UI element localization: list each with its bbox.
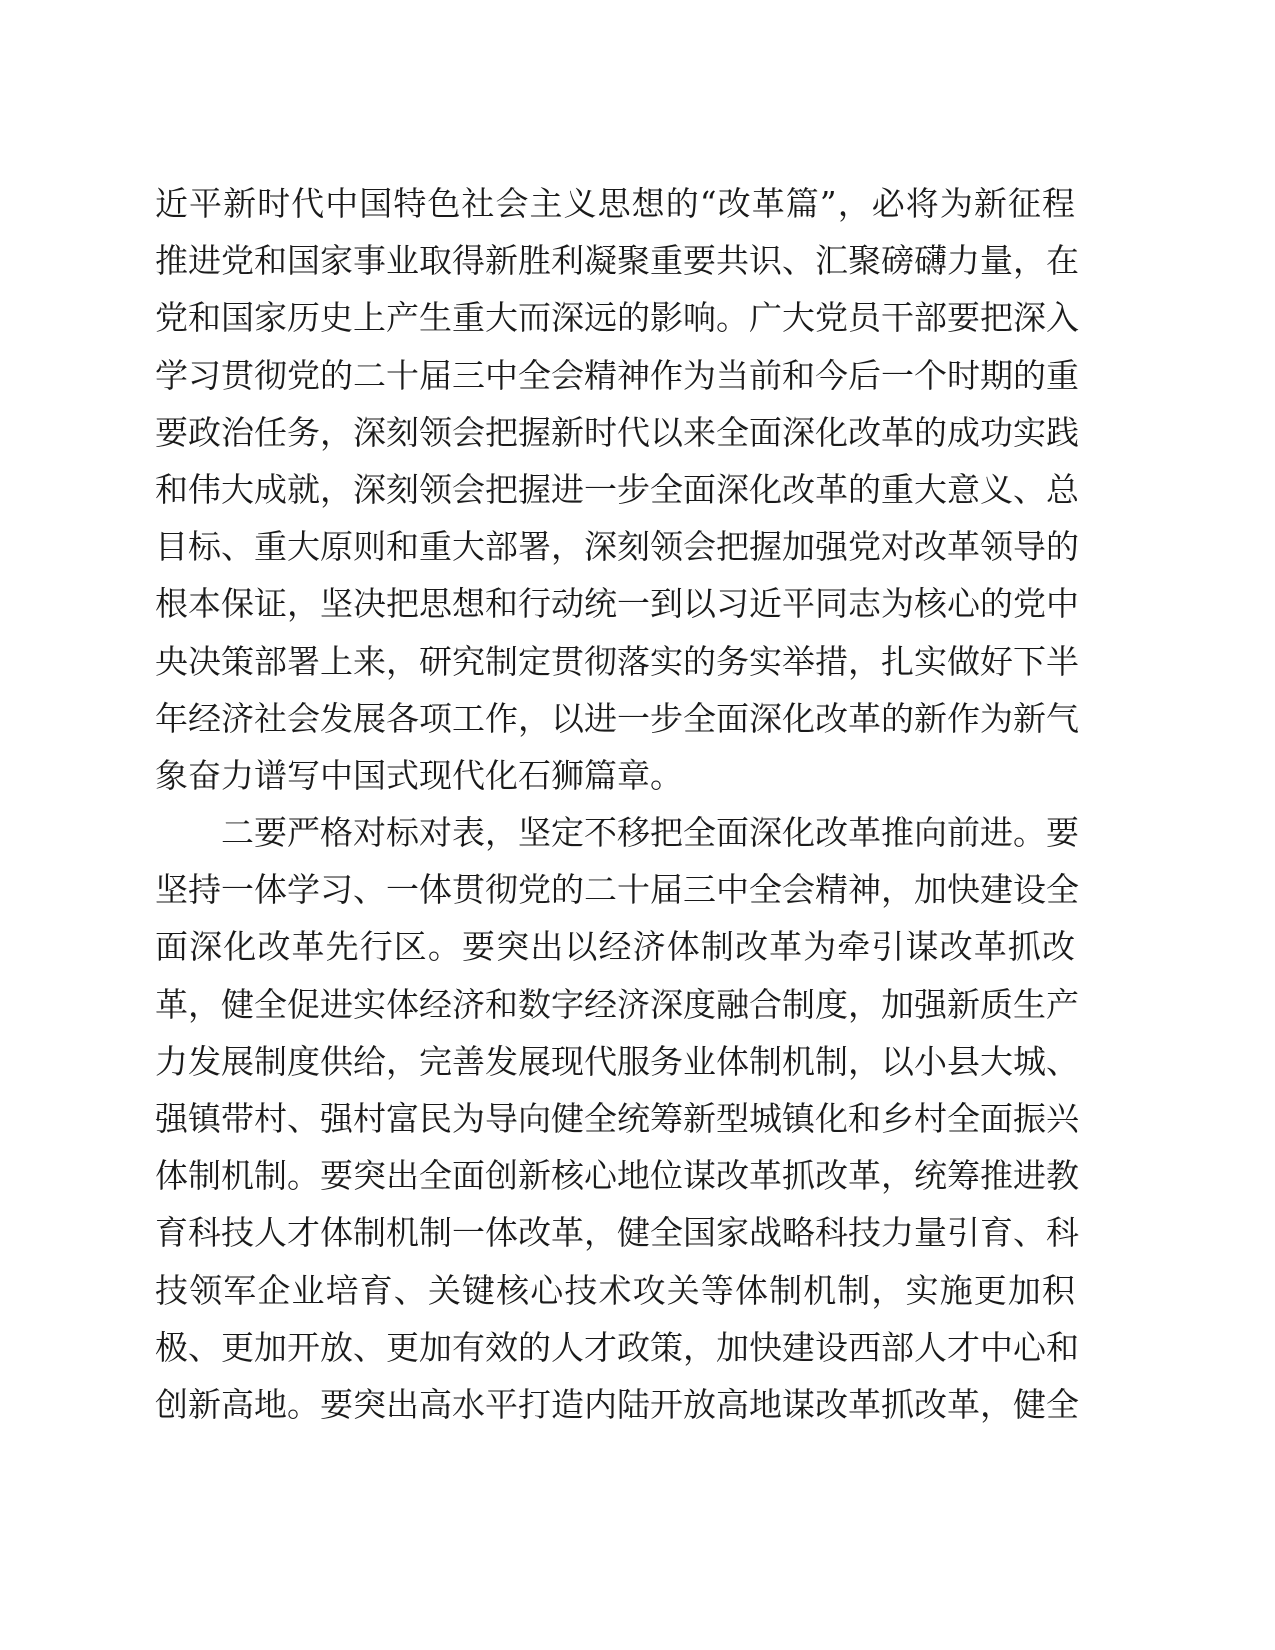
- text-line: 目标、重大原则和重大部署，深刻领会把握加强党对改革领导的: [155, 527, 1079, 567]
- text-line: 年经济社会发展各项工作，以进一步全面深化改革的新作为新气: [155, 698, 1079, 738]
- text-line: 面深化改革先行区。要突出以经济体制改革为牵引谋改革抓改: [155, 927, 1075, 967]
- paragraph-start-line: 二要严格对标对表，坚定不移把全面深化改革推向前进。要: [221, 813, 1079, 853]
- text-line: 根本保证，坚决把思想和行动统一到以习近平同志为核心的党中: [155, 584, 1079, 624]
- text-line: 育科技人才体制机制一体改革，健全国家战略科技力量引育、科: [155, 1213, 1079, 1253]
- text-line: 和伟大成就，深刻领会把握进一步全面深化改革的重大意义、总: [155, 469, 1079, 509]
- text-line: 力发展制度供给，完善发展现代服务业体制机制，以小县大城、: [155, 1041, 1079, 1081]
- text-line: 技领军企业培育、关键核心技术攻关等体制机制，实施更加积: [155, 1270, 1075, 1310]
- text-line: 推进党和国家事业取得新胜利凝聚重要共识、汇聚磅礴力量，在: [155, 241, 1079, 281]
- text-line: 要政治任务，深刻领会把握新时代以来全面深化改革的成功实践: [155, 412, 1079, 452]
- text-line: 学习贯彻党的二十届三中全会精神作为当前和今后一个时期的重: [155, 355, 1079, 395]
- text-line: 党和国家历史上产生重大而深远的影响。广大党员干部要把深入: [155, 298, 1079, 338]
- paragraph-end-line: 象奋力谱写中国式现代化石狮篇章。: [155, 755, 683, 795]
- text-line: 体制机制。要突出全面创新核心地位谋改革抓改革，统筹推进教: [155, 1156, 1079, 1196]
- text-line: 近平新时代中国特色社会主义思想的“改革篇”，必将为新征程: [155, 184, 1075, 223]
- text-line: 革，健全促进实体经济和数字经济深度融合制度，加强新质生产: [155, 984, 1079, 1024]
- body-text: [155, 184, 1079, 1442]
- text-line: 坚持一体学习、一体贯彻党的二十届三中全会精神，加快建设全: [155, 870, 1079, 910]
- text-line: 央决策部署上来，研究制定贯彻落实的务实举措，扎实做好下半: [155, 641, 1079, 681]
- text-line: 极、更加开放、更加有效的人才政策，加快建设西部人才中心和: [155, 1327, 1079, 1367]
- text-line: 强镇带村、强村富民为导向健全统筹新型城镇化和乡村全面振兴: [155, 1099, 1079, 1138]
- text-line: 创新高地。要突出高水平打造内陆开放高地谋改革抓改革，健全: [155, 1384, 1079, 1424]
